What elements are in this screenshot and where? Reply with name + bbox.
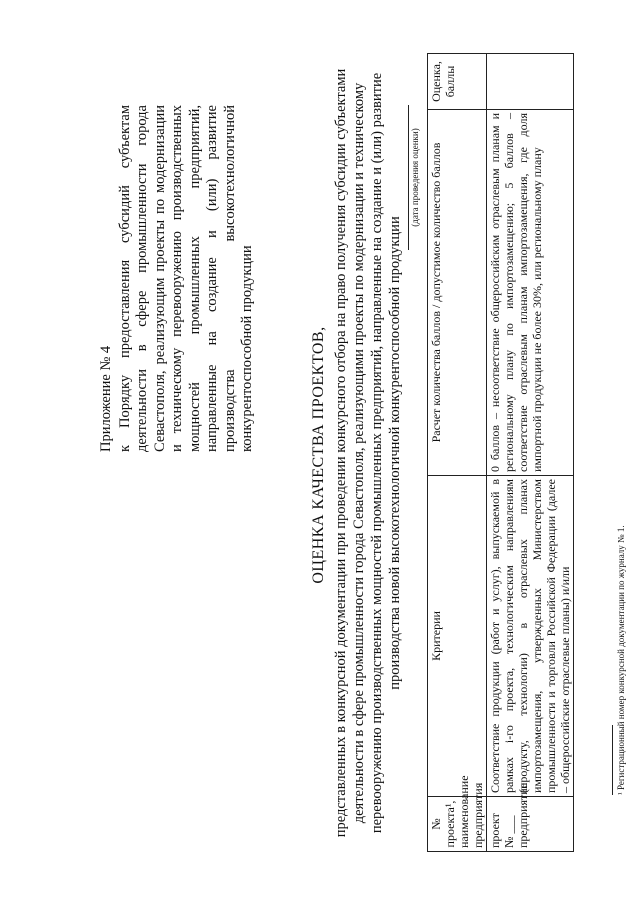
- document-subtitle: представленных в конкурсной документации при проведении конкурсного отбора на право получения субсидии субъектами деятельности в сфере промышленности города Севастополя, реализующими проекты по модернизации и техническому перевооружению производственных мощностей промышленных предприятий, направленные на создание и (или) развитие производства новой высокотехнологичной конкурентоспособной продукции: [333, 68, 403, 838]
- document-title: ОЦЕНКА КАЧЕСТВА ПРОЕКТОВ,: [310, 326, 327, 584]
- header-project: № проекта¹, наименование предприятия: [428, 797, 487, 852]
- table-row: [487, 54, 574, 852]
- date-signature-line: [408, 105, 409, 250]
- cell-project: проект № ___ предприятие: [487, 797, 574, 852]
- table-header-row: [428, 54, 487, 852]
- footnote: ¹ Регистрационный номер конкурсной документации по журналу № 1.: [616, 525, 626, 795]
- header-calc: Расчет количества баллов / допустимое количество баллов: [428, 110, 487, 476]
- header-score: Оценка, баллы: [428, 54, 487, 110]
- date-caption: (дата проведения оценки): [410, 128, 420, 227]
- header-criteria: Критерии: [428, 476, 487, 797]
- appendix-text: к Порядку предоставления субсидий субъектам деятельности в сфере промышленности города Севастополя, реализующим проекты по модернизации и техническому перевооружению производственных мощностей промышленных предприятий, направленные на создание и (или) развитие производства высокотехнологичной конкурентоспособной продукции: [116, 105, 255, 452]
- footnote-divider: [612, 725, 613, 795]
- appendix-block: [98, 105, 257, 452]
- appendix-number: Приложение № 4: [98, 345, 114, 452]
- cell-criteria: Соответствие продукции (работ и услуг), выпускаемой в рамках i-го проекта, технологическим направлениям (продукту, технологии) в отраслевых планах импортозамещения, утвержденных Министерством промышленности и торговли Российской Федерации (далее – общероссийские отраслевые планы) и/или: [487, 476, 574, 797]
- evaluation-table: [427, 53, 574, 852]
- cell-score: [487, 54, 574, 110]
- cell-calc: 0 баллов – несоответствие общероссийским отраслевым планам и региональному плану по импортозамещению; 5 баллов – соответствие отраслевым планам импортозамещения, где доля импортной продукции не более 30%, или региональному плану: [487, 110, 574, 476]
